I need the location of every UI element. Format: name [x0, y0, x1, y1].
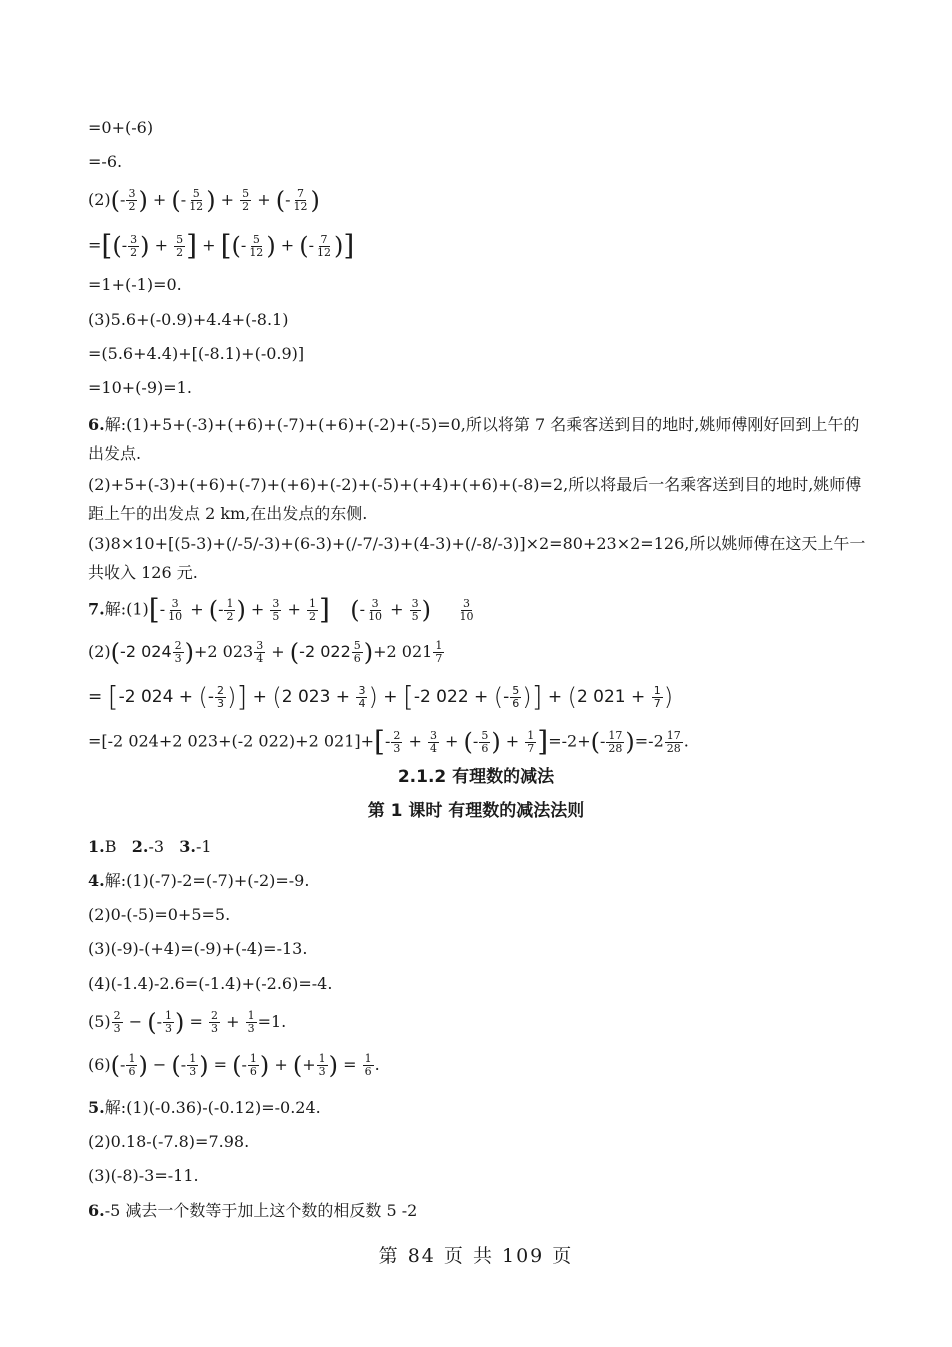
fraction: $\frac{1}{3}$: [247, 1009, 255, 1035]
fraction: $\frac{1}{7}$: [653, 683, 661, 710]
answer-line: 4.解:(1)(-7)-2=(-7)+(-2)=-9.: [88, 871, 310, 890]
answer-line: (3)(-8)-3=-11.: [88, 1166, 199, 1185]
fraction: $\frac{1}{7}$: [527, 728, 535, 755]
fraction: $\frac{5}{6}$: [481, 728, 489, 755]
fraction: $\frac{3}{10}$: [168, 596, 183, 623]
fraction: $\frac{5}{2}$: [176, 232, 184, 259]
solution-line: 7.解:(1)[- $\frac{3}{10}$ + (- $\frac{1}{2}$ ) + $\frac{3}{5}$ + $\frac{1}{2}$ ] (- $\frac{3}{10}$ + $\frac{3}{5}$ ) $\frac{3}{10}$: [88, 593, 474, 626]
fraction: $\frac{5}{2}$: [242, 187, 250, 213]
fraction: $\frac{1}{2}$: [309, 596, 316, 623]
solution-line: (2)(- $\frac{3}{2}$ ) + (- $\frac{5}{12}$ ) + $\frac{5}{2}$ + (- $\frac{7}{12}$ ): [88, 186, 320, 215]
fraction: $\frac{17}{28}$: [666, 728, 681, 755]
answer-line: (3)(-9)-(+4)=(-9)+(-4)=-13.: [88, 939, 308, 958]
solution-line: (3)5.6+(-0.9)+4.4+(-8.1): [88, 310, 289, 329]
fraction: $\frac{1}{6}$: [249, 1052, 257, 1078]
fraction: $\frac{3}{2}$: [128, 187, 136, 213]
solution-line: (3)8×10+[(5-3)+(/-5/-3)+(6-3)+(/-7/-3)+(4-3)+(/-8/-3)]×2=80+23×2=126,所以姚师傅在这天上午一共收入 126 元.: [88, 534, 866, 582]
section-title: 2.1.2 有理数的减法: [397, 767, 555, 787]
fraction: $\frac{2}{3}$: [210, 1009, 218, 1035]
fraction: $\frac{3}{4}$: [256, 639, 264, 665]
solution-line: 6.解:(1)+5+(-3)+(+6)+(-7)+(+6)+(-2)+(-5)=0,所以将第 7 名乘客送到目的地时,姚师傅刚好回到上午的出发点.: [88, 415, 860, 463]
fraction: $\frac{1}{2}$: [226, 596, 234, 623]
solution-line: =1+(-1)=0.: [88, 275, 182, 294]
fraction: $\frac{7}{12}$: [317, 232, 332, 259]
solution-line: =[(- $\frac{3}{2}$ ) + $\frac{5}{2}$ ] + [(- $\frac{5}{12}$ ) + (- $\frac{7}{12}$ )]: [88, 229, 355, 262]
fraction: $\frac{5}{12}$: [249, 232, 264, 259]
solution-line: = [-2 024 + (- $\frac{2}{3}$ )] + (2 023 + $\frac{3}{4}$ ) + [-2 022 + (- $\frac{5}{6}$ )] + (2 021 + $\frac{1}{7}$ ): [88, 680, 674, 713]
fraction: $\frac{1}{3}$: [318, 1052, 326, 1078]
fraction: $\frac{7}{12}$: [293, 187, 308, 213]
fraction: $\frac{17}{28}$: [608, 728, 623, 755]
fraction: $\frac{1}{7}$: [435, 639, 443, 665]
fraction: $\frac{2}{3}$: [113, 1009, 121, 1035]
fraction: $\frac{1}{3}$: [165, 1009, 173, 1035]
solution-line: (2)(-2 024 $\frac{2}{3}$ )+2 023 $\frac{3}{4}$ + (-2 022 $\frac{5}{6}$ )+2 021 $\frac{1}{7}$: [88, 638, 443, 667]
solution-line: (2)+5+(-3)+(+6)+(-7)+(+6)+(-2)+(-5)+(+4)+(+6)+(-8)=2,所以将最后一名乘客送到目的地时,姚师傅距上午的出发点 2 km,在出发点的东侧.: [88, 475, 862, 523]
answer-line: 6.-5 减去一个数等于加上这个数的相反数 5 -2: [88, 1201, 418, 1220]
fraction: $\frac{5}{6}$: [512, 683, 520, 710]
solution-line: =(5.6+4.4)+[(-8.1)+(-0.9)]: [88, 344, 305, 363]
fraction: $\frac{2}{3}$: [174, 639, 182, 665]
answer-line: (5) $\frac{2}{3}$ − (- $\frac{1}{3}$ ) = $\frac{2}{3}$ + $\frac{1}{3}$ =1.: [88, 1008, 287, 1037]
fraction: $\frac{3}{4}$: [358, 683, 366, 710]
fraction: $\frac{1}{6}$: [364, 1052, 372, 1078]
fraction: $\frac{5}{6}$: [353, 639, 361, 665]
solution-line: =-6.: [88, 152, 123, 171]
fraction: $\frac{3}{2}$: [130, 232, 138, 259]
fraction: $\frac{2}{3}$: [216, 683, 224, 710]
answer-line: 5.解:(1)(-0.36)-(-0.12)=-0.24.: [88, 1098, 321, 1117]
fraction: $\frac{3}{10}$: [459, 596, 474, 623]
solution-line: =0+(-6): [88, 118, 154, 137]
fraction: $\frac{3}{4}$: [429, 728, 437, 755]
solution-line: =[-2 024+2 023+(-2 022)+2 021]+[- $\frac{2}{3}$ + $\frac{3}{4}$ + (- $\frac{5}{6}$ ) + $\frac{1}{7}$ ]=-2+(- $\frac{17}{28}$ )=-2 $\frac{17}{28}$ .: [88, 725, 689, 758]
page-number-footer: 第 84 页 共 109 页: [378, 1245, 574, 1267]
lesson-title: 第 1 课时 有理数的减法法则: [367, 801, 585, 821]
answer-line: (4)(-1.4)-2.6=(-1.4)+(-2.6)=-4.: [88, 974, 333, 993]
fraction: $\frac{2}{3}$: [393, 728, 401, 755]
fraction: $\frac{3}{5}$: [411, 596, 419, 623]
fraction: $\frac{3}{10}$: [368, 596, 383, 623]
solution-line: =10+(-9)=1.: [88, 378, 192, 397]
fraction: $\frac{1}{3}$: [189, 1052, 197, 1078]
fraction: $\frac{1}{6}$: [128, 1052, 136, 1078]
answer-line: (2)0.18-(-7.8)=7.98.: [88, 1132, 250, 1151]
answer-line: (6)(- $\frac{1}{6}$ ) − (- $\frac{1}{3}$ ) = (- $\frac{1}{6}$ ) + (+ $\frac{1}{3}$ ) = $\frac{1}{6}$ .: [88, 1051, 380, 1080]
answer-line: (2)0-(-5)=0+5=5.: [88, 905, 231, 924]
answer-line: 1.B 2.-3 3.-1: [88, 837, 212, 856]
fraction: $\frac{3}{5}$: [272, 596, 280, 623]
fraction: $\frac{5}{12}$: [189, 187, 204, 213]
